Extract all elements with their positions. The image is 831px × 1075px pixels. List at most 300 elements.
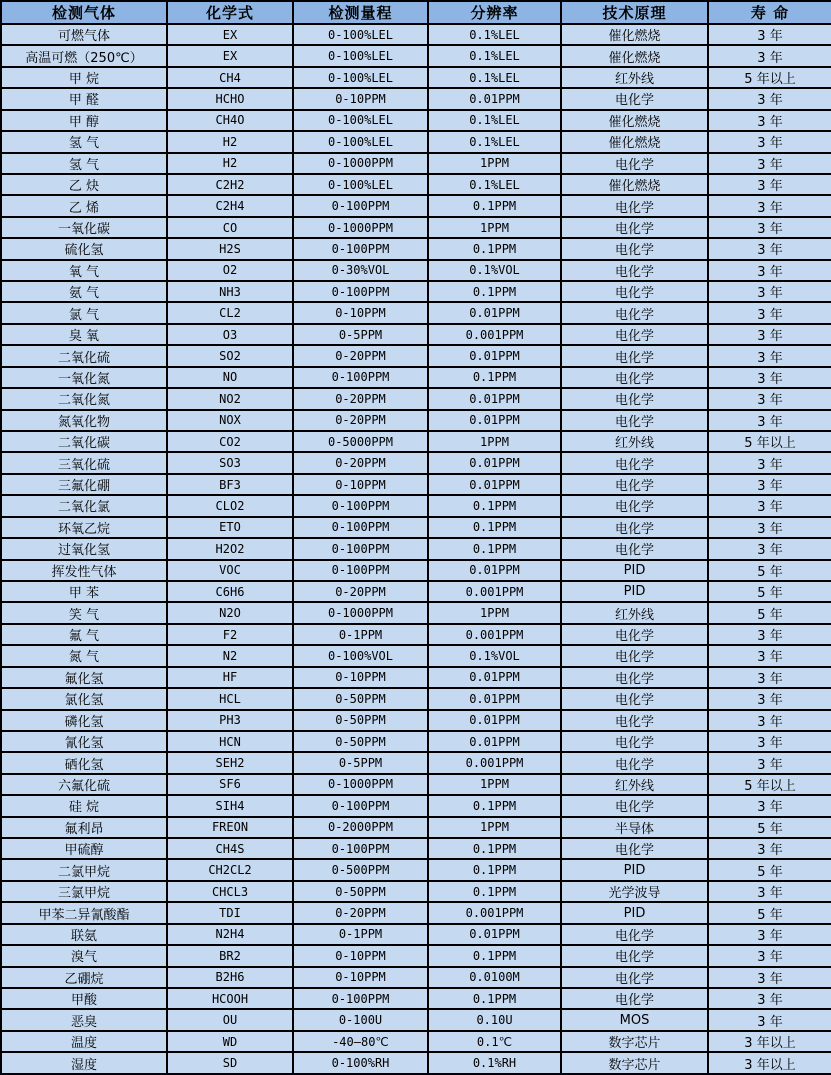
table-row [1,217,831,238]
cell-formula: O3 [167,324,293,345]
cell-formula: OU [167,1009,293,1030]
cell-gas: 环氧乙烷 [1,517,167,538]
cell-formula: HCL [167,688,293,709]
cell-lifespan: 3 年 [708,495,831,516]
cell-gas: 氰化氢 [1,731,167,752]
cell-formula: FREON [167,817,293,838]
cell-resolution: 0.01PPM [428,710,561,731]
cell-range: 0-100PPM [293,538,428,559]
cell-gas: 甲 醇 [1,110,167,131]
cell-range: 0-100%VOL [293,645,428,666]
table-row [1,838,831,859]
cell-resolution: 0.1℃ [428,1031,561,1052]
cell-lifespan: 3 年 [708,195,831,216]
cell-lifespan: 3 年 [708,517,831,538]
cell-principle: 电化学 [561,153,708,174]
cell-resolution: 0.01PPM [428,667,561,688]
cell-principle: 电化学 [561,474,708,495]
cell-lifespan: 3 年 [708,131,831,152]
cell-formula: CHCL3 [167,881,293,902]
cell-range: 0-100PPM [293,988,428,1009]
table-row [1,988,831,1009]
cell-range: 0-20PPM [293,452,428,473]
cell-formula: CO [167,217,293,238]
cell-lifespan: 3 年 [708,452,831,473]
cell-resolution: 0.1PPM [428,538,561,559]
cell-principle: 电化学 [561,281,708,302]
column-header-gas: 检测气体 [1,1,167,24]
cell-gas: 三氯甲烷 [1,881,167,902]
cell-range: 0-1000PPM [293,153,428,174]
cell-range: 0-20PPM [293,388,428,409]
cell-gas: 氟利昂 [1,817,167,838]
cell-lifespan: 3 年 [708,795,831,816]
cell-range: 0-100PPM [293,560,428,581]
cell-gas: 氟 气 [1,624,167,645]
cell-lifespan: 5 年以上 [708,67,831,88]
table-row [1,281,831,302]
cell-formula: CH4 [167,67,293,88]
table-row [1,1009,831,1030]
cell-range: 0-10PPM [293,88,428,109]
cell-formula: N2H4 [167,924,293,945]
cell-gas: 甲硫醇 [1,838,167,859]
cell-formula: EX [167,24,293,45]
cell-gas: 乙 炔 [1,174,167,195]
table-row [1,431,831,452]
cell-range: 0-1000PPM [293,774,428,795]
cell-formula: N2O [167,602,293,623]
cell-range: 0-10PPM [293,667,428,688]
cell-range: 0-100%LEL [293,45,428,66]
cell-principle: 电化学 [561,731,708,752]
cell-lifespan: 5 年 [708,817,831,838]
table-row [1,774,831,795]
cell-principle: 催化燃烧 [561,24,708,45]
cell-gas: 甲 苯 [1,581,167,602]
cell-resolution: 0.1%LEL [428,45,561,66]
cell-formula: CH2CL2 [167,859,293,880]
cell-principle: 电化学 [561,388,708,409]
cell-resolution: 0.1PPM [428,945,561,966]
cell-range: 0-50PPM [293,710,428,731]
cell-lifespan: 5 年以上 [708,774,831,795]
table-row [1,560,831,581]
cell-principle: 半导体 [561,817,708,838]
cell-range: 0-30%VOL [293,260,428,281]
cell-range: 0-100PPM [293,238,428,259]
cell-resolution: 1PPM [428,217,561,238]
table-header [1,1,831,24]
cell-formula: SEH2 [167,752,293,773]
cell-lifespan: 3 年 [708,238,831,259]
cell-principle: 红外线 [561,774,708,795]
cell-principle: 数字芯片 [561,1052,708,1074]
table-row [1,517,831,538]
cell-range: 0-100%LEL [293,174,428,195]
cell-principle: 电化学 [561,260,708,281]
cell-gas: 乙 烯 [1,195,167,216]
cell-principle: 电化学 [561,645,708,666]
cell-lifespan: 3 年 [708,881,831,902]
cell-lifespan: 3 年 [708,752,831,773]
cell-resolution: 0.001PPM [428,624,561,645]
cell-formula: SD [167,1052,293,1074]
table-row [1,345,831,366]
cell-lifespan: 3 年 [708,388,831,409]
cell-formula: CO2 [167,431,293,452]
cell-formula: WD [167,1031,293,1052]
cell-principle: 电化学 [561,688,708,709]
table-row [1,495,831,516]
cell-resolution: 0.0100M [428,967,561,988]
cell-resolution: 0.01PPM [428,345,561,366]
table-row [1,538,831,559]
cell-range: 0-20PPM [293,581,428,602]
cell-formula: CLO2 [167,495,293,516]
table-row [1,945,831,966]
cell-formula: H2O2 [167,538,293,559]
cell-formula: H2S [167,238,293,259]
cell-gas: 磷化氢 [1,710,167,731]
cell-formula: CH4O [167,110,293,131]
cell-range: 0-20PPM [293,410,428,431]
cell-range: 0-100PPM [293,517,428,538]
cell-resolution: 0.01PPM [428,731,561,752]
cell-formula: NO2 [167,388,293,409]
cell-lifespan: 3 年 [708,45,831,66]
cell-lifespan: 3 年以上 [708,1031,831,1052]
cell-resolution: 0.1%VOL [428,645,561,666]
cell-principle: PID [561,560,708,581]
cell-lifespan: 3 年 [708,945,831,966]
cell-principle: 电化学 [561,710,708,731]
cell-principle: 电化学 [561,324,708,345]
cell-range: 0-100PPM [293,195,428,216]
cell-lifespan: 5 年 [708,902,831,923]
table-row [1,817,831,838]
cell-formula: H2 [167,131,293,152]
cell-formula: SO2 [167,345,293,366]
cell-lifespan: 5 年 [708,581,831,602]
cell-range: 0-2000PPM [293,817,428,838]
cell-formula: TDI [167,902,293,923]
cell-formula: C6H6 [167,581,293,602]
cell-lifespan: 3 年 [708,474,831,495]
cell-range: 0-10PPM [293,302,428,323]
table-row [1,131,831,152]
cell-resolution: 0.1PPM [428,495,561,516]
table-row [1,1052,831,1074]
cell-range: 0-1000PPM [293,217,428,238]
cell-lifespan: 3 年以上 [708,1052,831,1074]
cell-principle: PID [561,859,708,880]
cell-lifespan: 3 年 [708,217,831,238]
cell-principle: 电化学 [561,945,708,966]
header-row [1,1,831,24]
cell-principle: 催化燃烧 [561,174,708,195]
cell-range: 0-100PPM [293,281,428,302]
cell-resolution: 0.1%LEL [428,24,561,45]
cell-gas: 甲 烷 [1,67,167,88]
cell-lifespan: 3 年 [708,1009,831,1030]
cell-lifespan: 3 年 [708,24,831,45]
cell-resolution: 0.1PPM [428,367,561,388]
cell-principle: 电化学 [561,345,708,366]
cell-lifespan: 3 年 [708,731,831,752]
cell-principle: 数字芯片 [561,1031,708,1052]
cell-principle: PID [561,902,708,923]
cell-formula: VOC [167,560,293,581]
cell-resolution: 0.001PPM [428,324,561,345]
cell-resolution: 1PPM [428,817,561,838]
table-row [1,881,831,902]
cell-lifespan: 3 年 [708,153,831,174]
cell-gas: 乙硼烷 [1,967,167,988]
cell-gas: 湿度 [1,1052,167,1074]
cell-resolution: 0.1PPM [428,195,561,216]
cell-lifespan: 3 年 [708,710,831,731]
cell-gas: 氧 气 [1,260,167,281]
cell-resolution: 0.1%LEL [428,67,561,88]
cell-range: 0-100%RH [293,1052,428,1074]
cell-gas: 氟化氢 [1,667,167,688]
cell-gas: 甲 醛 [1,88,167,109]
cell-principle: 催化燃烧 [561,45,708,66]
cell-range: 0-50PPM [293,731,428,752]
cell-formula: C2H4 [167,195,293,216]
table-row [1,153,831,174]
cell-lifespan: 3 年 [708,924,831,945]
cell-lifespan: 3 年 [708,667,831,688]
table-row [1,752,831,773]
cell-gas: 过氧化氢 [1,538,167,559]
cell-resolution: 0.1PPM [428,238,561,259]
cell-range: 0-100%LEL [293,131,428,152]
cell-resolution: 0.1PPM [428,838,561,859]
cell-resolution: 1PPM [428,774,561,795]
cell-principle: 电化学 [561,495,708,516]
cell-range: 0-50PPM [293,688,428,709]
cell-lifespan: 3 年 [708,110,831,131]
cell-resolution: 0.01PPM [428,88,561,109]
cell-principle: 电化学 [561,367,708,388]
cell-lifespan: 5 年 [708,560,831,581]
cell-lifespan: 3 年 [708,302,831,323]
table-row [1,1031,831,1052]
cell-principle: 电化学 [561,410,708,431]
cell-principle: 电化学 [561,538,708,559]
cell-range: 0-50PPM [293,881,428,902]
cell-range: 0-5PPM [293,324,428,345]
cell-lifespan: 3 年 [708,967,831,988]
table-row [1,645,831,666]
table-row [1,902,831,923]
cell-lifespan: 3 年 [708,624,831,645]
cell-principle: 红外线 [561,67,708,88]
cell-gas: 二氧化硫 [1,345,167,366]
cell-resolution: 0.01PPM [428,560,561,581]
table-row [1,24,831,45]
cell-gas: 挥发性气体 [1,560,167,581]
table-row [1,859,831,880]
cell-resolution: 0.1PPM [428,517,561,538]
cell-lifespan: 3 年 [708,538,831,559]
cell-formula: B2H6 [167,967,293,988]
cell-resolution: 0.01PPM [428,410,561,431]
cell-formula: NH3 [167,281,293,302]
cell-gas: 甲酸 [1,988,167,1009]
cell-principle: 电化学 [561,967,708,988]
cell-principle: 电化学 [561,217,708,238]
cell-principle: 电化学 [561,752,708,773]
table-row [1,45,831,66]
cell-resolution: 0.001PPM [428,581,561,602]
table-row [1,260,831,281]
cell-formula: N2 [167,645,293,666]
cell-range: 0-10PPM [293,474,428,495]
cell-formula: SF6 [167,774,293,795]
cell-gas: 氢 气 [1,131,167,152]
cell-gas: 臭 氧 [1,324,167,345]
cell-formula: CL2 [167,302,293,323]
cell-principle: 电化学 [561,795,708,816]
cell-lifespan: 3 年 [708,345,831,366]
cell-gas: 硫化氢 [1,238,167,259]
cell-range: 0-500PPM [293,859,428,880]
cell-range: 0-10PPM [293,967,428,988]
cell-lifespan: 3 年 [708,324,831,345]
cell-resolution: 1PPM [428,602,561,623]
table-row [1,602,831,623]
cell-formula: BR2 [167,945,293,966]
cell-gas: 笑 气 [1,602,167,623]
cell-formula: HCHO [167,88,293,109]
cell-gas: 三氧化硫 [1,452,167,473]
cell-resolution: 0.01PPM [428,302,561,323]
table-row [1,174,831,195]
cell-gas: 氢 气 [1,153,167,174]
cell-formula: O2 [167,260,293,281]
column-header-lifespan: 寿 命 [708,1,831,24]
cell-gas: 二氯甲烷 [1,859,167,880]
column-header-resolution: 分辨率 [428,1,561,24]
cell-range: 0-100%LEL [293,24,428,45]
cell-principle: 电化学 [561,517,708,538]
cell-range: 0-100PPM [293,495,428,516]
cell-lifespan: 5 年 [708,602,831,623]
cell-principle: 电化学 [561,838,708,859]
cell-formula: HCN [167,731,293,752]
cell-principle: 电化学 [561,88,708,109]
cell-resolution: 0.01PPM [428,388,561,409]
cell-gas: 温度 [1,1031,167,1052]
table-row [1,688,831,709]
cell-principle: 电化学 [561,452,708,473]
cell-gas: 硅 烷 [1,795,167,816]
table-row [1,624,831,645]
cell-range: 0-100PPM [293,367,428,388]
table-row [1,731,831,752]
column-header-formula: 化学式 [167,1,293,24]
cell-formula: HCOOH [167,988,293,1009]
cell-formula: C2H2 [167,174,293,195]
cell-lifespan: 3 年 [708,174,831,195]
cell-resolution: 0.001PPM [428,902,561,923]
cell-gas: 可燃气体 [1,24,167,45]
cell-gas: 恶臭 [1,1009,167,1030]
table-body [1,24,831,1074]
cell-gas: 六氟化硫 [1,774,167,795]
table-row [1,388,831,409]
table-row [1,67,831,88]
cell-gas: 硒化氢 [1,752,167,773]
cell-lifespan: 3 年 [708,260,831,281]
cell-range: 0-20PPM [293,902,428,923]
cell-resolution: 0.1PPM [428,859,561,880]
cell-gas: 联氨 [1,924,167,945]
cell-gas: 二氧化碳 [1,431,167,452]
cell-lifespan: 3 年 [708,281,831,302]
cell-lifespan: 5 年以上 [708,431,831,452]
table-row [1,667,831,688]
table-row [1,795,831,816]
cell-gas: 氯化氢 [1,688,167,709]
cell-gas: 甲苯二异氰酸酯 [1,902,167,923]
cell-lifespan: 3 年 [708,645,831,666]
cell-lifespan: 3 年 [708,988,831,1009]
cell-resolution: 0.01PPM [428,924,561,945]
table-row [1,452,831,473]
cell-formula: BF3 [167,474,293,495]
cell-range: 0-5000PPM [293,431,428,452]
cell-lifespan: 3 年 [708,688,831,709]
cell-range: 0-100%LEL [293,67,428,88]
cell-resolution: 0.1%LEL [428,174,561,195]
cell-formula: H2 [167,153,293,174]
cell-formula: EX [167,45,293,66]
cell-gas: 氯 气 [1,302,167,323]
cell-principle: 红外线 [561,431,708,452]
cell-principle: MOS [561,1009,708,1030]
cell-resolution: 1PPM [428,431,561,452]
cell-principle: 电化学 [561,195,708,216]
cell-gas: 三氟化硼 [1,474,167,495]
table-row [1,238,831,259]
cell-principle: 电化学 [561,924,708,945]
cell-range: 0-20PPM [293,345,428,366]
column-header-range: 检测量程 [293,1,428,24]
table-row [1,710,831,731]
cell-gas: 二氧化氯 [1,495,167,516]
cell-gas: 高温可燃（250℃） [1,45,167,66]
cell-range: 0-100PPM [293,795,428,816]
cell-resolution: 0.1PPM [428,988,561,1009]
cell-formula: F2 [167,624,293,645]
cell-gas: 一氧化氮 [1,367,167,388]
column-header-principle: 技术原理 [561,1,708,24]
cell-principle: 光学波导 [561,881,708,902]
cell-formula: SO3 [167,452,293,473]
cell-gas: 溴气 [1,945,167,966]
cell-gas: 氮 气 [1,645,167,666]
cell-resolution: 0.1%VOL [428,260,561,281]
cell-resolution: 0.1PPM [428,881,561,902]
cell-resolution: 0.1%LEL [428,131,561,152]
table-row [1,324,831,345]
cell-principle: 催化燃烧 [561,131,708,152]
cell-formula: ETO [167,517,293,538]
